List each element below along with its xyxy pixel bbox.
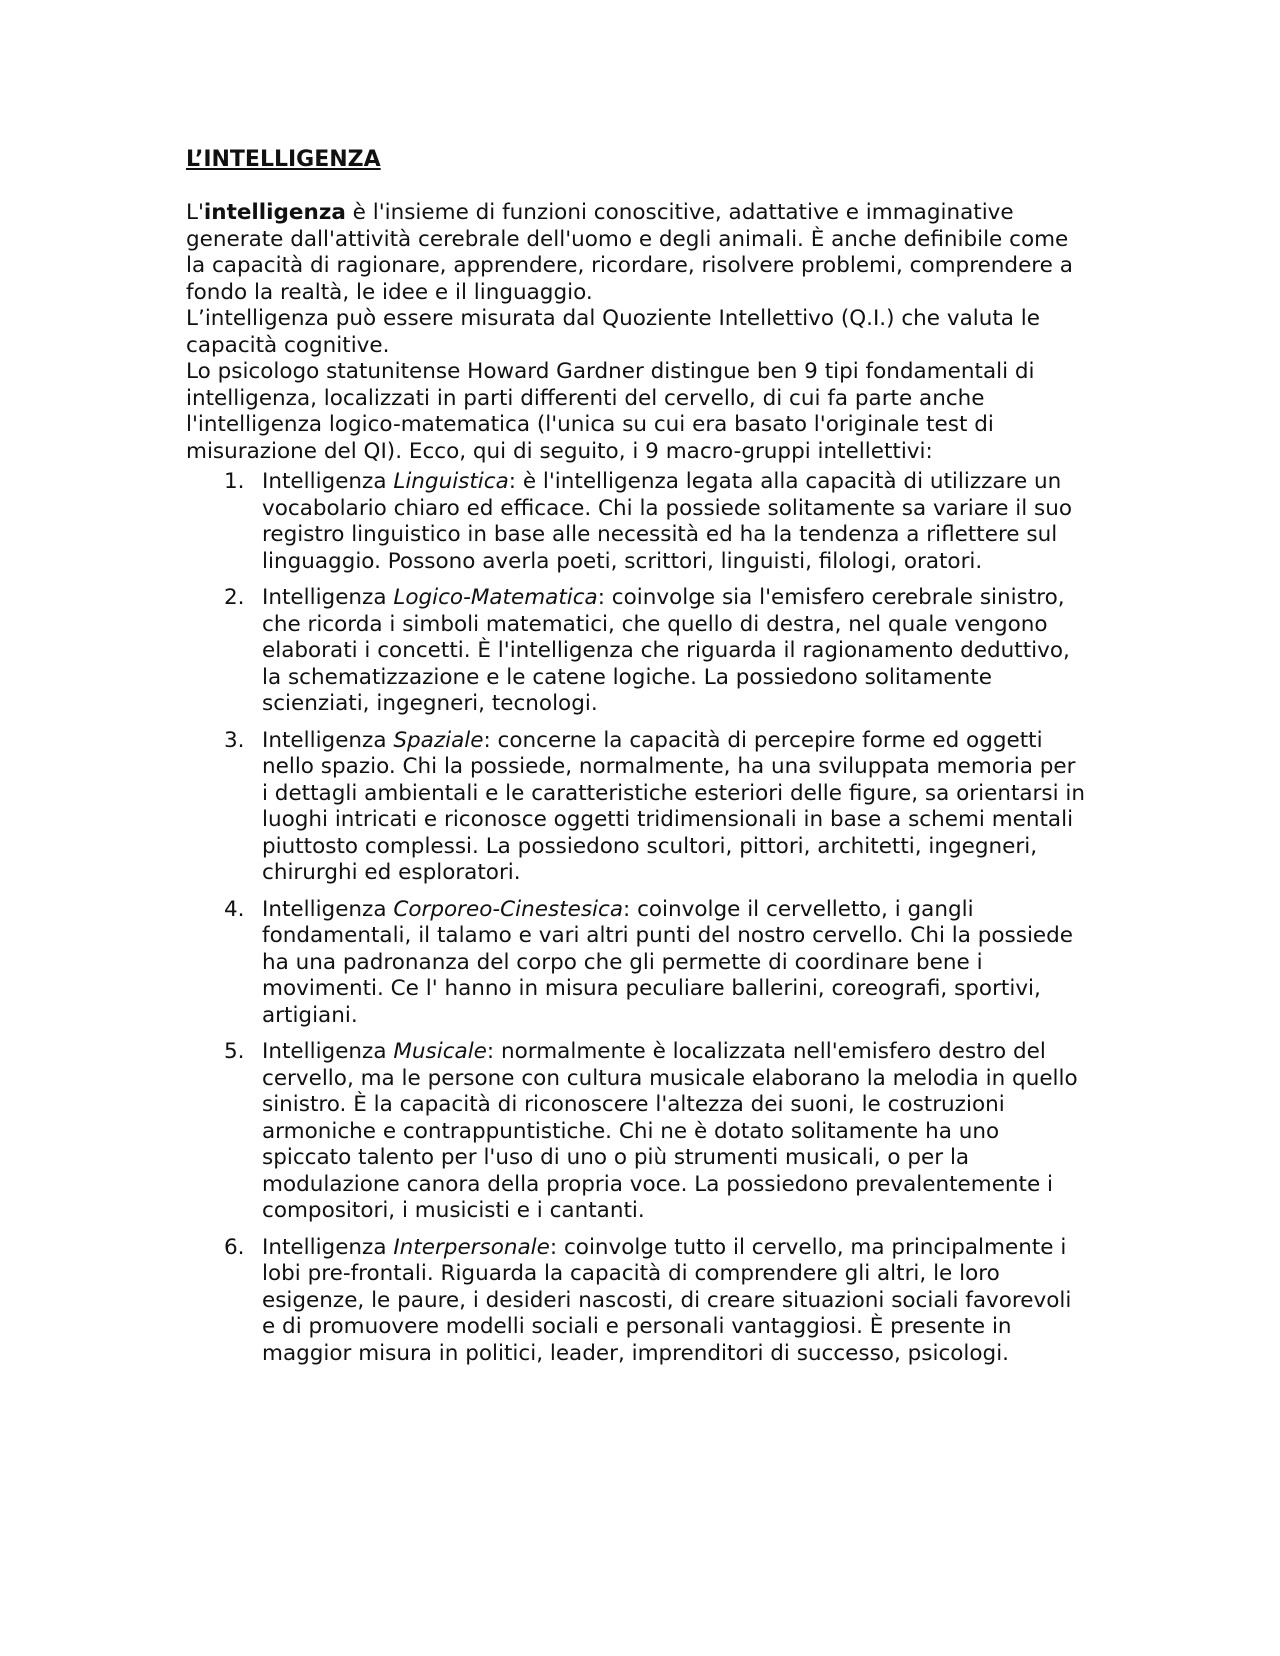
list-item-number: 6. <box>224 1234 245 1260</box>
list-item-prefix: Intelligenza <box>262 896 394 922</box>
list-item-type-name: Linguistica <box>393 469 509 494</box>
intro-prefix: L' <box>186 200 204 225</box>
list-item <box>186 469 1086 575</box>
list-item-description: : coinvolge sia l'emisfero cerebrale sinistro, che ricorda i simboli matematici, che quello di destra, nel quale vengono elaborati i concetti. È l'intelligenza che riguarda il ragionamento deduttivo, la schematizzazione e le catene logiche. La possiedono solitamente scienziati, ingegneri, tecnologi. <box>262 585 1070 716</box>
list-item-prefix: Intelligenza <box>262 1039 394 1064</box>
list-item <box>186 1235 1086 1368</box>
list-item <box>186 1039 1086 1225</box>
list-item-type-name: Interpersonale <box>393 1234 550 1260</box>
list-item-type-name: Logico-Matematica <box>393 585 598 610</box>
list-item-type-name: Musicale <box>393 1039 487 1064</box>
list-item-prefix: Intelligenza <box>262 727 394 753</box>
intro-paragraph-gardner: Lo psicologo statunitense Howard Gardner distingue ben 9 tipi fondamentali di intelligenza, localizzati in parti differenti del cervello, di cui fa parte anche l'intelligenza logico-matematica (l'unica su cui era basato l'originale test di misurazione del QI). Ecco, qui di seguito, i 9 macro-gruppi intellettivi: <box>186 359 1035 464</box>
document-page <box>186 146 1086 1377</box>
list-item-description: : coinvolge tutto il cervello, ma principalmente i lobi pre-frontali. Riguarda la capacità di comprendere gli altri, le loro esigenze, le paure, i desideri nascosti, di creare situazioni sociali favorevoli e di promuovere modelli sociali e personali vantaggiosi. È presente in maggior misura in politici, leader, imprenditori di successo, psicologi. <box>262 1234 1072 1366</box>
list-item-prefix: Intelligenza <box>262 585 394 610</box>
list-item-number: 2. <box>224 585 245 610</box>
intelligence-types-list <box>186 469 1086 1367</box>
list-item-prefix: Intelligenza <box>262 1234 394 1260</box>
list-item <box>186 585 1086 718</box>
list-item-description: : coinvolge il cervelletto, i gangli fondamentali, il talamo e vari altri punti del nostro cervello. Chi la possiede ha una padronanza del corpo che gli permette di coordinare bene i movimenti. Ce l' hanno in misura peculiare ballerini, coreografi, sportivi, artigiani. <box>262 896 1074 1028</box>
list-item-description: : concerne la capacità di percepire forme ed oggetti nello spazio. Chi la possiede, normalmente, ha una sviluppata memoria per i dettagli ambientali e le caratteristiche esteriori delle figure, sa orientarsi in luoghi intricati e riconosce oggetti tridimensionali in base a schemi mentali piuttosto complessi. La possiedono scultori, pittori, architetti, ingegneri, chirurghi ed esploratori. <box>262 727 1085 885</box>
list-item-number: 3. <box>224 727 245 753</box>
intro-paragraph-definition <box>186 200 1086 306</box>
list-item-prefix: Intelligenza <box>262 469 394 494</box>
list-item <box>186 897 1086 1030</box>
intro-paragraph-qi: L’intelligenza può essere misurata dal Quoziente Intellettivo (Q.I.) che valuta le capacità cognitive. <box>186 306 1041 358</box>
intro-keyword: intelligenza <box>203 200 346 225</box>
list-item-number: 4. <box>224 896 245 922</box>
list-item-description: : normalmente è localizzata nell'emisfero destro del cervello, ma le persone con cultura musicale elaborano la melodia in quello sinistro. È la capacità di riconoscere l'altezza dei suoni, le costruzioni armoniche e contrappuntistiche. Chi ne è dotato solitamente ha uno spiccato talento per l'uso di uno o più strumenti musicali, o per la modulazione canora della propria voce. La possiedono prevalentemente i compositori, i musicisti e i cantanti. <box>262 1039 1078 1223</box>
intro-section <box>186 200 1086 465</box>
intro-definition-text: è l'insieme di funzioni conoscitive, adattative e immaginative generate dall'attività cerebrale dell'uomo e degli animali. È anche definibile come la capacità di ragionare, apprendere, ricordare, risolvere problemi, comprendere a fondo la realtà, le idee e il linguaggio. <box>186 200 1073 305</box>
list-item <box>186 728 1086 887</box>
list-item-number: 1. <box>224 469 245 494</box>
list-item-number: 5. <box>224 1039 245 1064</box>
list-item-type-name: Spaziale <box>393 727 484 753</box>
list-item-type-name: Corporeo-Cinestesica <box>393 896 623 922</box>
list-item-description: : è l'intelligenza legata alla capacità di utilizzare un vocabolario chiaro ed efficace. Chi la possiede solitamente sa variare il suo registro linguistico in base alle necessità ed ha la tendenza a riflettere sul linguaggio. Possono averla poeti, scrittori, linguisti, filologi, oratori. <box>262 469 1073 574</box>
document-title: L’INTELLIGENZA <box>186 147 381 172</box>
